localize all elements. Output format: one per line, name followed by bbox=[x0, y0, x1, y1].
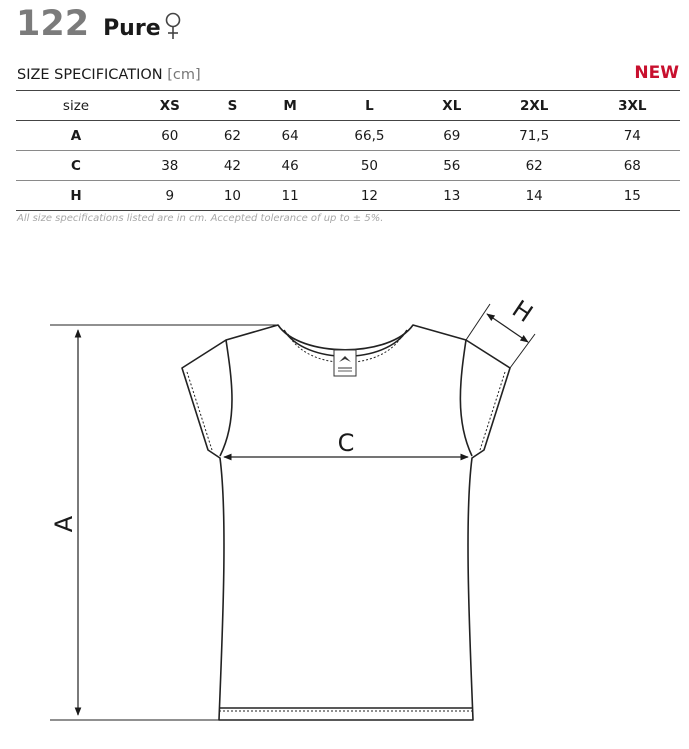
female-symbol-icon bbox=[164, 12, 182, 42]
table-cell: 69 bbox=[420, 121, 484, 151]
header-cell: M bbox=[261, 91, 319, 121]
dimension-c-label: C bbox=[337, 429, 355, 457]
tshirt-outline bbox=[182, 325, 510, 720]
table-cell: 12 bbox=[319, 181, 420, 211]
brand-label bbox=[334, 350, 356, 376]
table-row bbox=[16, 151, 680, 181]
header-cell: size bbox=[16, 91, 136, 121]
table-cell: 74 bbox=[585, 121, 680, 151]
table-cell: 10 bbox=[204, 181, 262, 211]
table-row bbox=[16, 121, 680, 151]
table-cell: 68 bbox=[585, 151, 680, 181]
header-cell: L bbox=[319, 91, 420, 121]
table-cell: 64 bbox=[261, 121, 319, 151]
table-cell: 38 bbox=[136, 151, 204, 181]
row-label: H bbox=[16, 181, 136, 211]
size-table bbox=[16, 90, 680, 211]
dimension-a bbox=[50, 325, 278, 720]
header-cell: 3XL bbox=[585, 91, 680, 121]
table-cell: 62 bbox=[484, 151, 585, 181]
product-name: Pure bbox=[103, 16, 161, 41]
size-specification-title bbox=[17, 67, 201, 83]
product-header bbox=[16, 4, 161, 52]
tolerance-note: All size specifications listed are in cm. Accepted tolerance of up to ± 5%. bbox=[17, 213, 384, 224]
table-cell: 9 bbox=[136, 181, 204, 211]
table-cell: 56 bbox=[420, 151, 484, 181]
row-label: A bbox=[16, 121, 136, 151]
header-cell: XS bbox=[136, 91, 204, 121]
header-cell: 2XL bbox=[484, 91, 585, 121]
header-cell: S bbox=[204, 91, 262, 121]
product-number: 122 bbox=[16, 4, 90, 44]
dimension-h bbox=[466, 295, 538, 368]
table-cell: 42 bbox=[204, 151, 262, 181]
table-cell: 62 bbox=[204, 121, 262, 151]
dimension-c bbox=[224, 429, 468, 457]
table-row bbox=[16, 181, 680, 211]
table-cell: 50 bbox=[319, 151, 420, 181]
table-cell: 13 bbox=[420, 181, 484, 211]
header-cell: XL bbox=[420, 91, 484, 121]
row-label: C bbox=[16, 151, 136, 181]
tshirt-diagram bbox=[0, 240, 689, 740]
table-cell: 71,5 bbox=[484, 121, 585, 151]
spec-unit: [cm] bbox=[167, 67, 201, 83]
dimension-h-label: H bbox=[507, 294, 538, 329]
size-table-header bbox=[16, 91, 680, 121]
table-cell: 60 bbox=[136, 121, 204, 151]
table-cell: 15 bbox=[585, 181, 680, 211]
table-cell: 11 bbox=[261, 181, 319, 211]
dimension-a-label: A bbox=[50, 515, 78, 533]
table-cell: 46 bbox=[261, 151, 319, 181]
spec-title-text: SIZE SPECIFICATION bbox=[17, 67, 163, 83]
table-cell: 14 bbox=[484, 181, 585, 211]
new-badge: NEW bbox=[634, 63, 679, 83]
table-cell: 66,5 bbox=[319, 121, 420, 151]
